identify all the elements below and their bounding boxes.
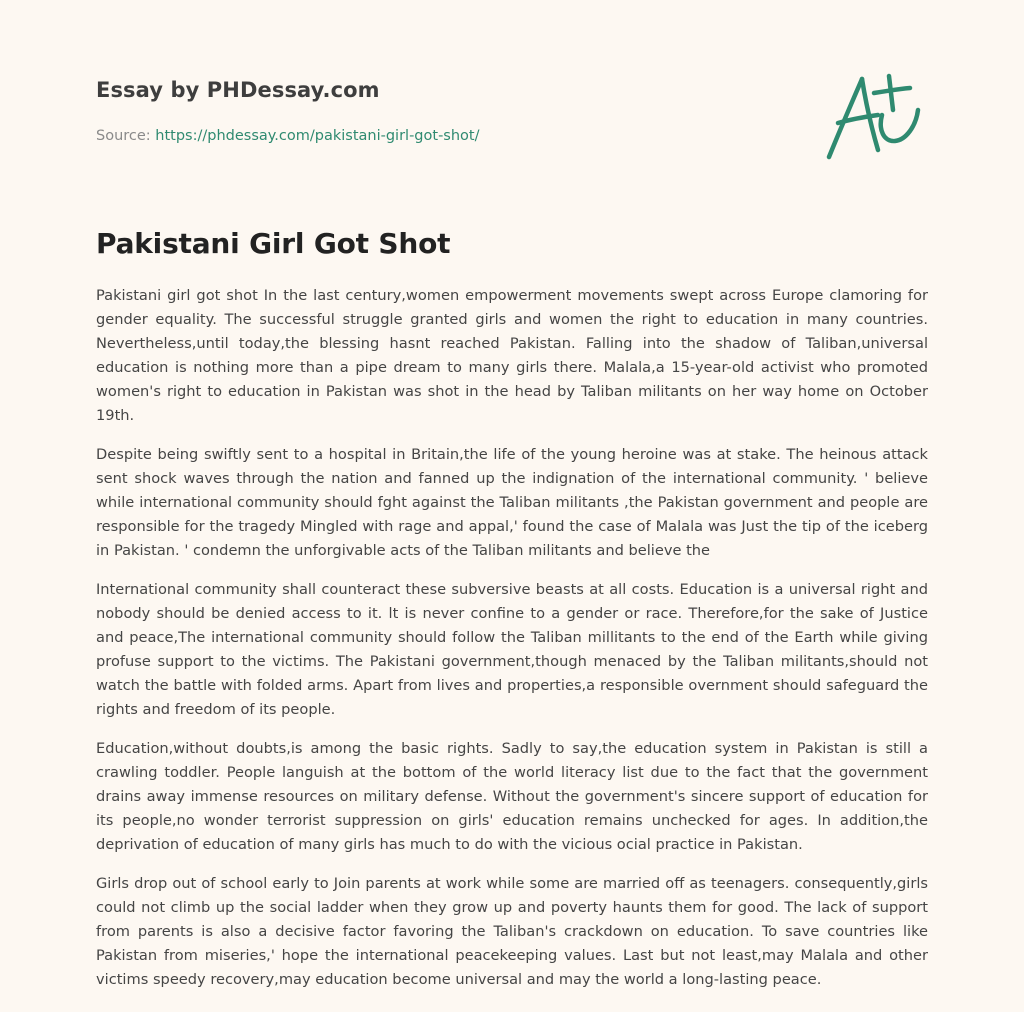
essay-paragraph: Education,without doubts,is among the basic rights. Sadly to say,the education system in Pakistan is still a crawling toddler. People languish at the bottom of the world literacy list due to the fact that the government drains away immense resources on military defense. Without the government's sincere support of education for its people,no wonder terrorist suppression on girls' education remains unchecked for ages. In addition,the deprivation of education of many girls has much to do with the vicious ocial practice in Pakistan. bbox=[96, 740, 928, 853]
essay-paragraph: Pakistani girl got shot In the last century,women empowerment movements swept across Europe clamoring for gender equality. The successful struggle granted girls and women the right to education in many countries. Nevertheless,until today,the blessing hasnt reached Pakistan. Falling into the shadow of Taliban,universal education is nothing more than a pipe dream to many girls there. Malala,a 15-year-old activist who promoted women's right to education in Pakistan was shot in the head by Taliban militants on her way home on October 19th. bbox=[96, 287, 928, 424]
page-header bbox=[96, 76, 796, 146]
essay-paragraph: Despite being swiftly sent to a hospital in Britain,the life of the young heroine was at stake. The heinous attack sent shock waves through the nation and fanned up the indignation of the international community. ' believe while international community should fght against the Taliban militants ,the Pakistan government and people are responsible for the tragedy Mingled with rage and appal,' found the case of Malala was Just the tip of the iceberg in Pakistan. ' condemn the unforgivable acts of the Taliban militants and believe the bbox=[96, 446, 928, 559]
a-plus-grade-logo-icon bbox=[822, 66, 926, 164]
site-brand: Essay by PHDessay.com bbox=[96, 78, 380, 102]
essay-body bbox=[96, 284, 928, 1007]
essay-paragraph: International community shall counteract these subversive beasts at all costs. Education is a universal right and nobody should be denied access to it. lt is never confine to a gender or race. Therefore,for the sake of Justice and peace,The international community should follow the Taliban millitants to the end of the Earth while giving profuse support to the victims. The Pakistani government,though menaced by the Taliban militants,should not watch the battle with folded arms. Apart from lives and properties,a responsible overnment should safeguard the rights and freedom of its people. bbox=[96, 581, 928, 718]
essay-title: Pakistani Girl Got Shot bbox=[96, 227, 451, 260]
source-line bbox=[96, 126, 796, 146]
source-link[interactable]: https://phdessay.com/pakistani-girl-got-shot/ bbox=[155, 128, 480, 144]
essay-paragraph: Girls drop out of school early to Join parents at work while some are married off as teenagers. consequently,girls could not climb up the social ladder when they grow up and poverty haunts them for good. The lack of support from parents is also a decisive factor favoring the Taliban's crackdown on education. To save countries like Pakistan from miseries,' hope the international peacekeeping values. Last but not least,may Malala and other victims speedy recovery,may education become universal and may the world a long-lasting peace. bbox=[96, 875, 928, 988]
source-label: Source: bbox=[96, 128, 151, 144]
